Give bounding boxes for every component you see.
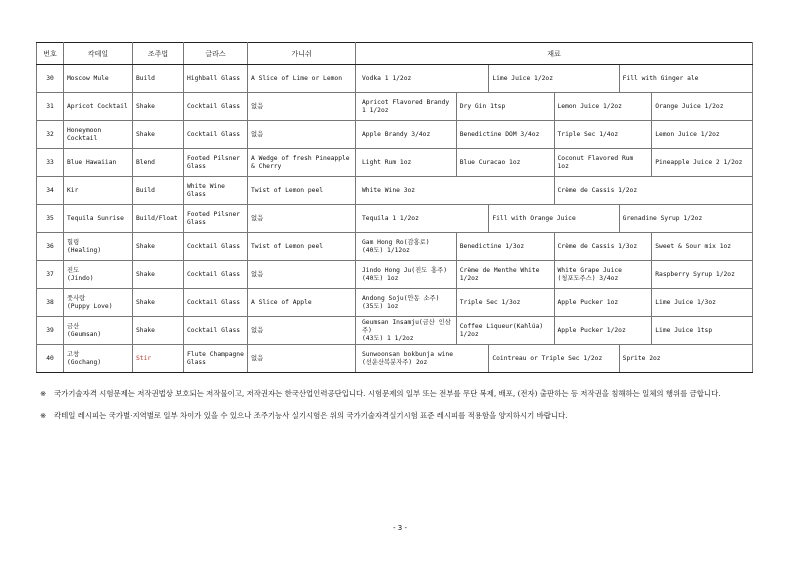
garnish-cell: 없음 (248, 261, 356, 289)
garnish-cell: 없음 (248, 121, 356, 149)
ingredient-item: White Wine 3oz (362, 186, 416, 194)
ingredient-item: Lemon Juice 1/2oz (554, 93, 652, 120)
cocktail-name: 풋사랑 (Puppy Love) (64, 289, 133, 317)
copyright-note (40, 388, 760, 400)
ingredient-item: Blue Curacao 1oz (456, 149, 554, 176)
cocktail-name: 힐링 (Healing) (64, 233, 133, 261)
method-cell: Blend (133, 149, 184, 177)
table-header-row (37, 43, 753, 65)
row-number: 38 (37, 289, 64, 317)
ingredient-item: Gam Hong Ro(감홍로) (40도) 1/12oz (362, 238, 430, 254)
ingredient-item: Apple Pucker 1/2oz (554, 317, 652, 344)
header-no: 번호 (37, 43, 64, 65)
cocktail-recipe-table (36, 42, 753, 373)
glass-cell: Footed Pilsner Glass (184, 149, 248, 177)
garnish-cell: A Slice of Lime or Lemon (248, 65, 356, 93)
ingredients-cell (356, 177, 753, 205)
ingredient-item: Benedictine 1/3oz (456, 233, 554, 260)
ingredient-item: Sunwoonsan bokbunja wine (선운산복분자주) 2oz (362, 350, 453, 366)
ingredients-cell (356, 233, 753, 261)
ingredient-item: Geumsan Insamju(금산 인삼주) (43도) 1 1/2oz (362, 318, 451, 342)
recipe-note (40, 410, 760, 422)
ingredient-item: Sprite 2oz (619, 345, 749, 372)
header-garnish: 가니쉬 (248, 43, 356, 65)
ingredient-item: Sweet & Sour mix 1oz (651, 233, 749, 260)
garnish-cell: Twist of Lemon peel (248, 177, 356, 205)
garnish-cell: A Slice of Apple (248, 289, 356, 317)
notes-section (40, 388, 760, 432)
ingredient-item: Grenadine Syrup 1/2oz (619, 205, 749, 232)
ingredients-cell (356, 205, 753, 233)
ingredients-cell (356, 345, 753, 373)
ingredient-item: Pineapple Juice 2 1/2oz (651, 149, 749, 176)
glass-cell: Highball Glass (184, 65, 248, 93)
ingredient-item: Lemon Juice 1/2oz (651, 121, 749, 148)
cocktail-name: 금산 (Geumsan) (64, 317, 133, 345)
table-row (37, 289, 753, 317)
ingredient-item: White Grape Juice (청포도주스) 3/4oz (554, 261, 652, 288)
garnish-cell: 없음 (248, 345, 356, 373)
table-row (37, 121, 753, 149)
table-row (37, 93, 753, 121)
row-number: 35 (37, 205, 64, 233)
glass-cell: Cocktail Glass (184, 93, 248, 121)
method-cell: Shake (133, 289, 184, 317)
row-number: 39 (37, 317, 64, 345)
ingredient-item: Benedictine DOM 3/4oz (456, 121, 554, 148)
row-number: 32 (37, 121, 64, 149)
method-cell: Build (133, 65, 184, 93)
method-cell: Shake (133, 317, 184, 345)
row-number: 40 (37, 345, 64, 373)
glass-cell: Cocktail Glass (184, 233, 248, 261)
table-row (37, 345, 753, 373)
ingredient-item: Jindo Hong Ju(진도 홍주) (40도) 1oz (362, 266, 447, 282)
glass-cell: Cocktail Glass (184, 317, 248, 345)
cocktail-name: Tequila Sunrise (64, 205, 133, 233)
ingredient-item: Triple Sec 1/3oz (456, 289, 554, 316)
ingredients-cell (356, 149, 753, 177)
ingredient-item: Lime Juice 1/3oz (651, 289, 749, 316)
ingredient-item: Fill with Orange Juice (488, 205, 618, 232)
table-row (37, 65, 753, 93)
header-method: 조주법 (133, 43, 184, 65)
table-row (37, 261, 753, 289)
table-row (37, 233, 753, 261)
cocktail-name: 고창 (Gochang) (64, 345, 133, 373)
page-number: - 3 - (393, 524, 407, 532)
garnish-cell: A Wedge of fresh Pineapple & Cherry (248, 149, 356, 177)
note-mark: ※ (40, 389, 47, 398)
table-row (37, 205, 753, 233)
ingredient-item: Cointreau or Triple Sec 1/2oz (488, 345, 618, 372)
cocktail-name: 진도 (Jindo) (64, 261, 133, 289)
ingredients-cell (356, 261, 753, 289)
ingredient-item: Dry Gin 1tsp (456, 93, 554, 120)
ingredient-item: Crème de Cassis 1/3oz (554, 233, 652, 260)
ingredient-item: Apple Brandy 3/4oz (362, 130, 431, 138)
ingredients-cell (356, 65, 753, 93)
ingredient-item: Crème de Menthe White 1/2oz (456, 261, 554, 288)
ingredients-cell (356, 121, 753, 149)
method-cell: Stir (133, 345, 184, 373)
ingredient-item: Coffee Liqueur(Kahlúa) 1/2oz (456, 317, 554, 344)
cocktail-name: Kir (64, 177, 133, 205)
row-number: 34 (37, 177, 64, 205)
garnish-cell: Twist of Lemon peel (248, 233, 356, 261)
method-cell: Shake (133, 261, 184, 289)
ingredient-item: Fill with Ginger ale (619, 65, 749, 92)
glass-cell: Cocktail Glass (184, 289, 248, 317)
row-number: 31 (37, 93, 64, 121)
glass-cell: Flute Champagne Glass (184, 345, 248, 373)
glass-cell: Cocktail Glass (184, 261, 248, 289)
ingredient-item: Lime Juice 1tsp (651, 317, 749, 344)
row-number: 37 (37, 261, 64, 289)
row-number: 36 (37, 233, 64, 261)
method-cell: Shake (133, 121, 184, 149)
ingredient-item: Apple Pucker 1oz (554, 289, 652, 316)
ingredient-item: Orange Juice 1/2oz (651, 93, 749, 120)
ingredient-item: Coconut Flavored Rum 1oz (554, 149, 652, 176)
ingredient-item: Andong Soju(안동 소주) (35도) 1oz (362, 294, 440, 310)
ingredient-item: Lime Juice 1/2oz (488, 65, 618, 92)
cocktail-name: Blue Hawaiian (64, 149, 133, 177)
ingredients-cell (356, 93, 753, 121)
ingredient-item: Light Rum 1oz (362, 158, 412, 166)
cocktail-name: Moscow Mule (64, 65, 133, 93)
method-cell: Shake (133, 233, 184, 261)
ingredient-item: Crème de Cassis 1/2oz (554, 177, 750, 204)
table-row (37, 177, 753, 205)
ingredient-item: Vodka 1 1/2oz (362, 74, 412, 82)
method-cell: Build/Float (133, 205, 184, 233)
ingredient-item: Tequila 1 1/2oz (362, 214, 419, 222)
row-number: 30 (37, 65, 64, 93)
header-cocktail: 칵테일 (64, 43, 133, 65)
header-glass: 글라스 (184, 43, 248, 65)
header-ingredients: 재료 (356, 43, 753, 65)
table-row (37, 317, 753, 345)
cocktail-name: Honeymoon Cocktail (64, 121, 133, 149)
ingredients-cell (356, 317, 753, 345)
garnish-cell: 없음 (248, 317, 356, 345)
method-cell: Shake (133, 93, 184, 121)
garnish-cell: 없음 (248, 93, 356, 121)
table-row (37, 149, 753, 177)
glass-cell: Footed Pilsner Glass (184, 205, 248, 233)
note-text: 칵테일 레시피는 국가별·지역별로 일부 차이가 있을 수 있으나 조주기능사 실기시험은 위의 국가기술자격실기시험 표준 레시피를 적용함을 양지하시기 바랍니다. (54, 411, 568, 420)
ingredient-item: Raspberry Syrup 1/2oz (651, 261, 749, 288)
ingredient-item: Apricot Flavored Brandy 1 1/2oz (362, 98, 450, 114)
method-cell: Build (133, 177, 184, 205)
ingredient-item: Triple Sec 1/4oz (554, 121, 652, 148)
ingredients-cell (356, 289, 753, 317)
glass-cell: White Wine Glass (184, 177, 248, 205)
row-number: 33 (37, 149, 64, 177)
note-mark: ※ (40, 411, 47, 420)
glass-cell: Cocktail Glass (184, 121, 248, 149)
cocktail-name: Apricot Cocktail (64, 93, 133, 121)
garnish-cell: 없음 (248, 205, 356, 233)
note-text: 국가기술자격 시험문제는 저작권법상 보호되는 저작물이고, 저작권자는 한국산업인력공단입니다. 시험문제의 일부 또는 전부를 무단 복제, 배포, (전자) 출판하는 등 저작권을 침해하는 일체의 행위를 금합니다. (54, 389, 721, 398)
